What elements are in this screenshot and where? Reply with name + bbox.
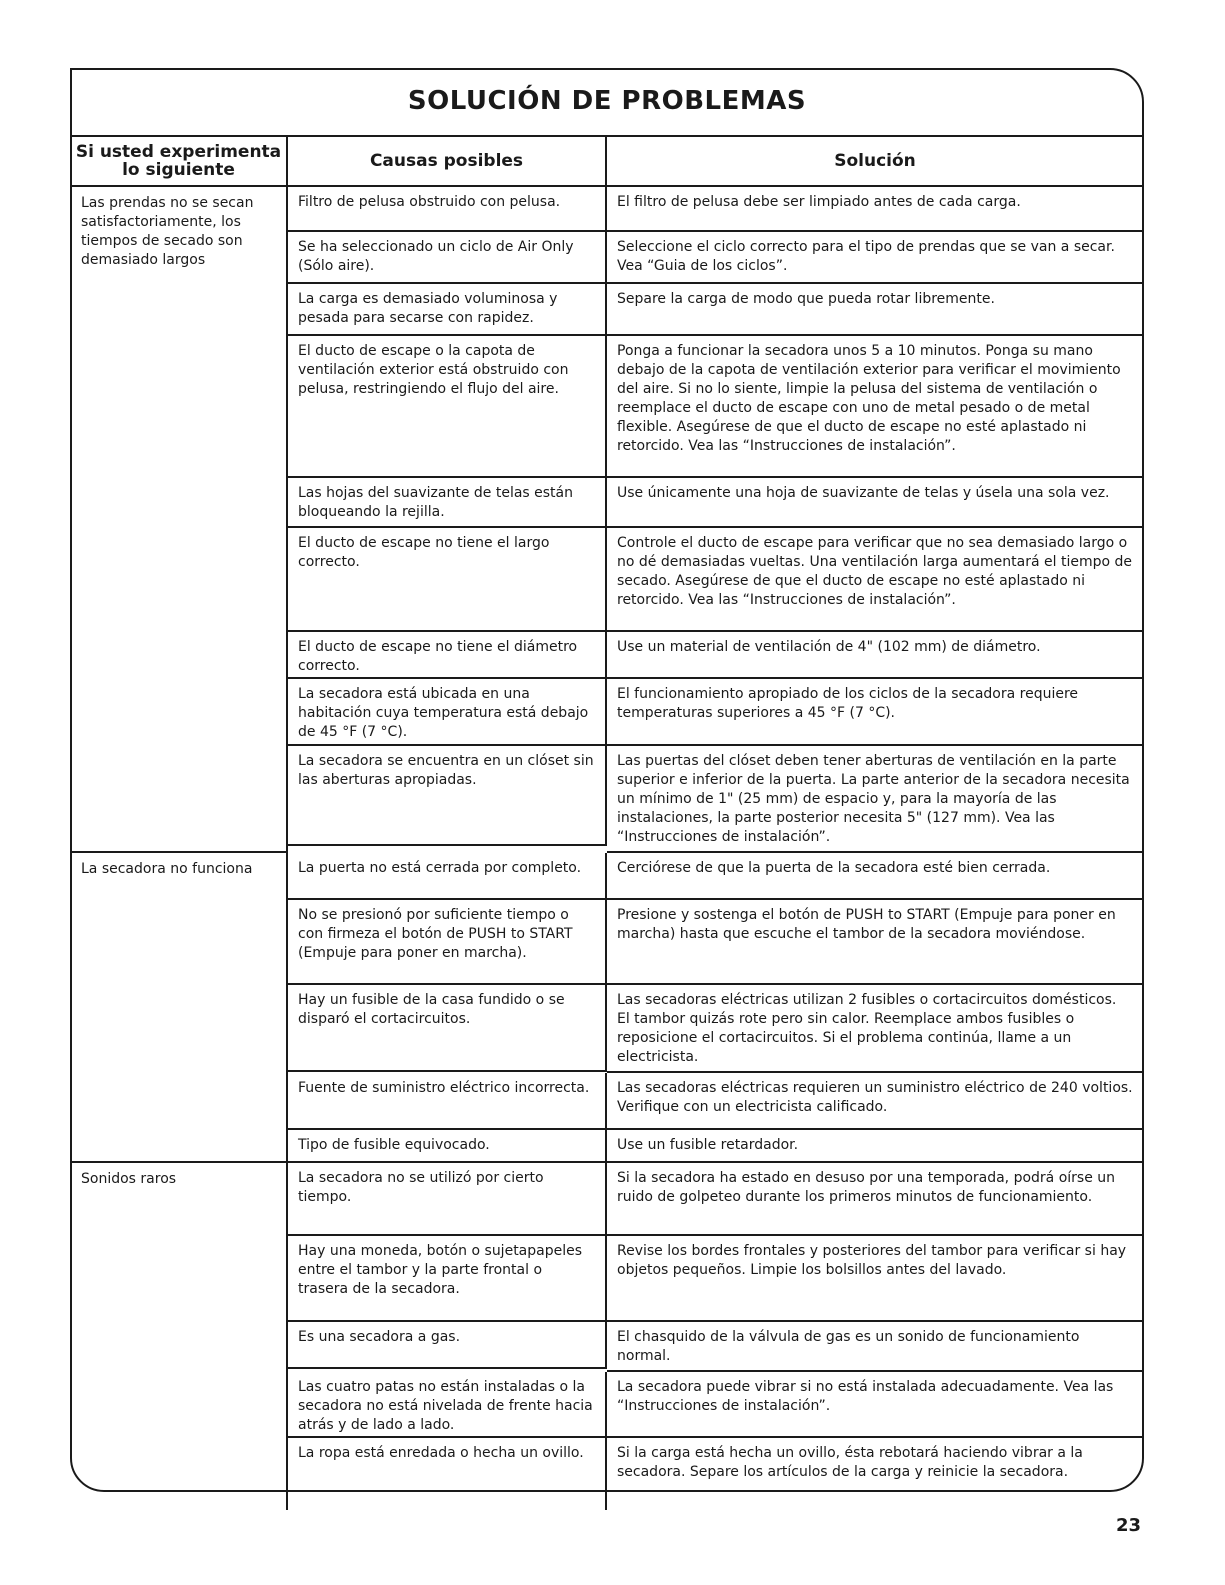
cause-cell: No se presionó por suficiente tiempo o con firmeza el botón de PUSH to START (Empuje para poner en marcha). <box>288 900 607 985</box>
solution-cell: Use un material de ventilación de 4" (102 mm) de diámetro. <box>607 632 1143 679</box>
symptom-cell: Las prendas no se secan satisfactoriamente, los tiempos de secado son demasiado largos <box>71 187 288 853</box>
cause-cell: Filtro de pelusa obstruido con pelusa. <box>288 187 607 232</box>
cause-cell: Se ha seleccionado un ciclo de Air Only (Sólo aire). <box>288 232 607 284</box>
solution-cell: Use un fusible retardador. <box>607 1130 1143 1163</box>
cause-cell: Fuente de suministro eléctrico incorrecta. <box>288 1073 607 1130</box>
cause-cell: El ducto de escape no tiene el largo correcto. <box>288 528 607 632</box>
solution-cell: Las secadoras eléctricas utilizan 2 fusibles o cortacircuitos domésticos. El tambor quizás rote pero sin calor. Reemplace ambos fusibles o reposicione el cortacircuitos. Si el problema continúa, llame a un electricista. <box>607 985 1143 1073</box>
solution-cell: Si la carga está hecha un ovillo, ésta rebotará haciendo vibrar a la secadora. Separe los artículos de la carga y reinicie la secadora. <box>617 1445 1083 1480</box>
solution-cell: Use únicamente una hoja de suavizante de telas y úsela una sola vez. <box>607 478 1143 528</box>
solution-cell: Separe la carga de modo que pueda rotar libremente. <box>607 284 1143 336</box>
cause-cell: La puerta no está cerrada por completo. <box>288 853 607 900</box>
solution-cell: Si la secadora ha estado en desuso por una temporada, podrá oírse un ruido de golpeteo durante los primeros minutos de funcionamiento. <box>607 1163 1143 1236</box>
page-title: SOLUCIÓN DE PROBLEMAS <box>407 86 807 116</box>
cause-cell: Las cuatro patas no están instaladas o la secadora no está nivelada de frente hacia atrás y de lado a lado. <box>288 1372 607 1438</box>
header-cause: Causas posibles <box>288 135 607 187</box>
page-number: 23 <box>1115 1515 1141 1536</box>
cause-cell: La ropa está enredada o hecha un ovillo. <box>288 1438 607 1510</box>
cause-cell: La carga es demasiado voluminosa y pesada para secarse con rapidez. <box>288 284 607 336</box>
solution-cell: El funcionamiento apropiado de los ciclos de la secadora requiere temperaturas superiores a 45 °F (7 °C). <box>607 679 1143 746</box>
solution-cell: Ponga a funcionar la secadora unos 5 a 10 minutos. Ponga su mano debajo de la capota de ventilación exterior para verificar el movimiento del aire. Si no lo siente, limpie la pelusa del sistema de ventilación o reemplace el ducto de escape con uno de metal pesado o de metal flexible. Asegúrese de que el ducto de escape no esté aplastado ni retorcido. Vea las “Instrucciones de instalación”. <box>607 336 1143 478</box>
cause-cell: La secadora no se utilizó por cierto tiempo. <box>288 1163 607 1236</box>
header-solution: Solución <box>607 135 1143 187</box>
cause-cell: El ducto de escape no tiene el diámetro correcto. <box>288 632 607 679</box>
solution-cell: Controle el ducto de escape para verificar que no sea demasiado largo o no dé demasiadas vueltas. Una ventilación larga aumentará el tiempo de secado. Asegúrese de que el ducto de escape no esté aplastado ni retorcido. Vea las “Instrucciones de instalación”. <box>607 528 1143 632</box>
solution-cell: Cerciórese de que la puerta de la secadora esté bien cerrada. <box>607 853 1143 900</box>
header-symptom: Si usted experimenta lo siguiente <box>71 135 288 187</box>
troubleshooting-table <box>71 135 1143 1510</box>
solution-cell: El filtro de pelusa debe ser limpiado antes de cada carga. <box>607 187 1143 232</box>
cause-cell: Las hojas del suavizante de telas están bloqueando la rejilla. <box>288 478 607 528</box>
solution-cell: Las puertas del clóset deben tener aberturas de ventilación en la parte superior e inferior de la puerta. La parte anterior de la secadora necesita un mínimo de 1" (25 mm) de espacio y, para la mayoría de las instalaciones, la parte posterior necesita 5" (127 mm). Vea las “Instrucciones de instalación”. <box>607 746 1143 853</box>
cause-cell: Hay un fusible de la casa fundido o se disparó el cortacircuitos. <box>288 985 607 1072</box>
solution-cell: Revise los bordes frontales y posteriores del tambor para verificar si hay objetos pequeños. Limpie los bolsillos antes del lavado. <box>607 1236 1143 1322</box>
solution-cell: Seleccione el ciclo correcto para el tipo de prendas que se van a secar. Vea “Guia de los ciclos”. <box>607 232 1143 284</box>
cause-cell: Es una secadora a gas. <box>288 1322 607 1369</box>
cause-cell: Tipo de fusible equivocado. <box>288 1130 607 1163</box>
cause-cell: La secadora está ubicada en una habitación cuya temperatura está debajo de 45 °F (7 °C). <box>288 679 607 746</box>
solution-cell: El chasquido de la válvula de gas es un sonido de funcionamiento normal. <box>607 1322 1143 1372</box>
cause-cell: El ducto de escape o la capota de ventilación exterior está obstruido con pelusa, restringiendo el flujo del aire. <box>288 336 607 478</box>
symptom-cell: Sonidos raros <box>71 1163 288 1510</box>
cause-cell: La secadora se encuentra en un clóset sin las aberturas apropiadas. <box>288 746 607 846</box>
cause-cell: Hay una moneda, botón o sujetapapeles entre el tambor y la parte frontal o trasera de la secadora. <box>288 1236 607 1322</box>
symptom-cell: La secadora no funciona <box>71 853 288 1163</box>
solution-cell: Presione y sostenga el botón de PUSH to START (Empuje para poner en marcha) hasta que escuche el tambor de la secadora moviéndose. <box>607 900 1143 985</box>
solution-cell: La secadora puede vibrar si no está instalada adecuadamente. Vea las “Instrucciones de instalación”. <box>607 1372 1143 1438</box>
solution-cell: Las secadoras eléctricas requieren un suministro eléctrico de 240 voltios. Verifique con un electricista calificado. <box>607 1073 1143 1130</box>
